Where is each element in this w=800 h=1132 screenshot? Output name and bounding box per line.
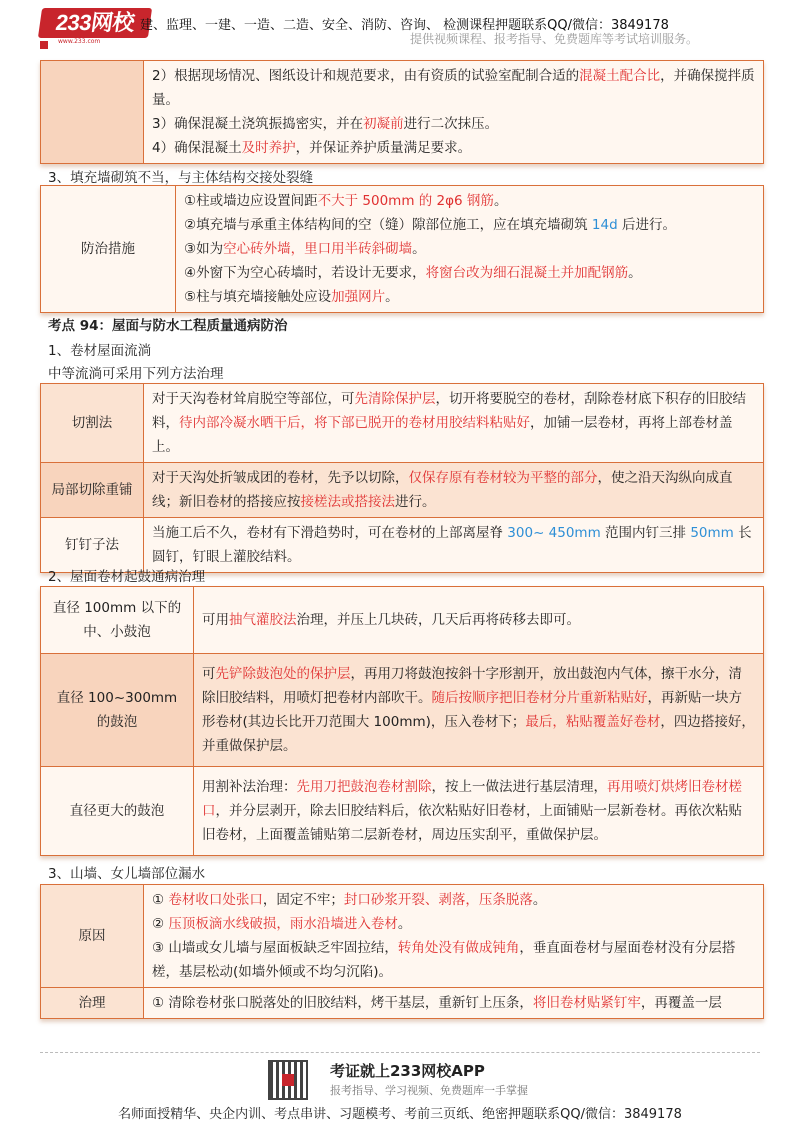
highlight-text: 待内部冷凝水晒干后，将下部已脱开的卷材用胶结料粘贴好 xyxy=(179,415,530,431)
body-text: 。 xyxy=(385,289,399,305)
body-text: ，再新贴一块方形卷材(其边长比开刀范围大 100mm)，压入卷材下； xyxy=(202,690,742,730)
body-text: 4）确保混凝土 xyxy=(152,140,242,156)
body-text: ，再用刀将鼓泡按斜十字形割开，放出鼓泡内气体，擦干水分，清除旧胶结料，用喷灯把卷材内部吹干。 xyxy=(202,666,742,706)
highlight-text: 卷材收口处张口 xyxy=(168,892,263,908)
table-label-cell: 直径 100mm 以下的中、小鼓泡 xyxy=(41,587,194,654)
body-text: ①柱或墙边应设置间距 xyxy=(184,193,318,209)
highlight-text: 14d xyxy=(591,217,618,233)
highlight-text: 抽气灌胶法 xyxy=(229,612,297,628)
highlight-text: 混凝土配合比 xyxy=(579,68,661,84)
body-text: ③ 山墙或女儿墙与屋面板缺乏牢固拉结， xyxy=(152,940,398,956)
method-text xyxy=(202,662,755,758)
body-text: 治理，并压上几块砖，几天后再将砖移去即可。 xyxy=(296,612,580,628)
table-label-cell: 防治措施 xyxy=(41,186,176,313)
body-text: ②填充墙与承重主体结构间的空（缝）隙部位施工，应在填充墙砌筑 xyxy=(184,217,592,233)
body-text: ，四边搭接好，并重做保护层。 xyxy=(202,714,755,754)
header-courses-text: 建、监理、一建、一造、二造、安全、消防、咨询、 检测课程押题联系QQ/微信：3849178 xyxy=(140,18,669,33)
body-text: ，垂直面卷材与屋面卷材没有分层搭槎，基层松动(如墙外倾或不均匀沉陷)。 xyxy=(152,940,736,980)
body-text: 2）根据现场情况、图纸设计和规范要求，由有资质的试验室配制合适的 xyxy=(152,68,580,84)
footer-app-title: 考证就上233网校APP xyxy=(330,1062,485,1080)
body-text: 可用 xyxy=(202,612,229,628)
method-text xyxy=(152,466,755,514)
highlight-text: 将旧卷材贴紧钉牢 xyxy=(532,995,641,1011)
highlight-text: 转角处没有做成钝角 xyxy=(397,940,520,956)
table-text-cell xyxy=(144,463,764,518)
table-label-cell: 治理 xyxy=(41,988,144,1019)
method-text xyxy=(152,521,755,569)
infill-wall-table xyxy=(40,185,764,313)
fix-cell xyxy=(144,988,764,1019)
table-label-cell xyxy=(41,61,144,164)
highlight-text: 仅保存原有卷材较为平整的部分 xyxy=(408,470,598,486)
body-text: 。 xyxy=(412,241,426,257)
body-text: 。 xyxy=(493,193,508,209)
measure-item xyxy=(184,237,755,261)
body-text: 范围内钉三排 xyxy=(600,525,691,541)
measure-item xyxy=(152,64,755,112)
highlight-text: 压顶板滴水线破损，雨水沿墙进入卷材 xyxy=(168,916,398,932)
table-label-cell: 原因 xyxy=(41,885,144,988)
body-text: 当施工后不久，卷材有下滑趋势时，可在卷材的上部离屋脊 xyxy=(152,525,508,541)
concrete-measures-table xyxy=(40,60,764,164)
roll-flow-table xyxy=(40,383,764,573)
body-text: 用割补法治理： xyxy=(202,779,297,795)
highlight-text: 初凝前 xyxy=(363,116,404,132)
body-text: ⑤柱与填充墙接触处应设 xyxy=(184,289,332,305)
body-text: ② xyxy=(152,916,169,932)
method-text xyxy=(202,775,755,847)
subsection-title: 2、屋面卷材起鼓通病治理 xyxy=(48,569,206,585)
table-text-cell xyxy=(194,767,764,856)
body-text: 可 xyxy=(202,666,216,682)
body-text: 3）确保混凝土浇筑振捣密实，并在 xyxy=(152,116,364,132)
highlight-text: 加强网片 xyxy=(331,289,386,305)
body-text: ③如为 xyxy=(184,241,224,257)
table-text-cell xyxy=(144,384,764,463)
table-label-cell: 局部切除重铺 xyxy=(41,463,144,518)
body-text: 。 xyxy=(397,916,412,932)
measure-item xyxy=(184,261,755,285)
highlight-text: 再用喷灯烘烤旧卷材槎口 xyxy=(202,779,742,819)
body-text: 后进行。 xyxy=(617,217,676,233)
page-header xyxy=(0,0,800,50)
body-text: 进行二次抹压。 xyxy=(403,116,499,132)
footer-app-subtitle: 报考指导、学习视频、免费题库一手掌握 xyxy=(330,1084,528,1097)
body-text: 对于天沟处折皱成团的卷材，先予以切除， xyxy=(152,470,409,486)
body-text: 。 xyxy=(628,265,642,281)
highlight-text: 最后，粘贴覆盖好卷材 xyxy=(525,714,661,730)
body-text: ④外窗下为空心砖墙时，若设计无要求， xyxy=(184,265,426,281)
table-label-cell: 直径更大的鼓泡 xyxy=(41,767,194,856)
measure-item xyxy=(184,213,755,237)
blister-table xyxy=(40,586,764,856)
body-text: ，按上一做法进行基层清理， xyxy=(431,779,607,795)
body-text: 长圆钉，钉眼上灌胶结料。 xyxy=(152,525,752,565)
brand-logo[interactable]: 233网校 xyxy=(38,8,152,38)
body-text: 。 xyxy=(532,892,547,908)
concrete-measures-cell xyxy=(144,61,764,164)
reason-item xyxy=(152,912,755,936)
highlight-text: 封口砂浆开裂、剥落，压条脱落 xyxy=(343,892,533,908)
highlight-text: 将窗台改为细石混凝土并加配钢筋 xyxy=(425,265,629,281)
subsection-title: 3、山墙、女儿墙部位漏水 xyxy=(48,866,206,882)
brand-logo-url: www.233.com xyxy=(58,38,101,45)
measure-item xyxy=(152,136,755,160)
table-label-cell: 切割法 xyxy=(41,384,144,463)
highlight-text: 先清除保护层 xyxy=(354,391,436,407)
header-service-text: 提供视频课程、报考指导、免费题库等考试培训服务。 xyxy=(410,32,699,46)
table-text-cell xyxy=(194,654,764,767)
highlight-text: 不大于 500mm 的 2φ6 钢筋 xyxy=(317,193,494,209)
body-text: ，并确保搅拌质量。 xyxy=(152,68,755,108)
body-text: ① xyxy=(152,892,169,908)
highlight-text: 及时养护 xyxy=(241,140,296,156)
brand-mark-icon xyxy=(40,41,48,49)
table-text-cell xyxy=(194,587,764,654)
highlight-text: 空心砖外墙，里口用半砖斜砌墙 xyxy=(223,241,413,257)
section-title: 3、填充墙砌筑不当，与主体结构交接处裂缝 xyxy=(48,170,314,186)
highlight-text: 接槎法或搭接法 xyxy=(300,494,395,510)
parapet-leak-table xyxy=(40,884,764,1019)
key-point-title: 考点 94：屋面与防水工程质量通病防治 xyxy=(48,318,288,334)
subsection-title: 1、卷材屋面流淌 xyxy=(48,343,152,359)
reasons-cell xyxy=(144,885,764,988)
reason-item xyxy=(152,936,755,984)
body-text: ，再覆盖一层 xyxy=(640,995,722,1011)
measure-item xyxy=(184,189,755,213)
table-label-cell: 直径 100~300mm 的鼓泡 xyxy=(41,654,194,767)
qr-logo-icon xyxy=(282,1074,294,1086)
reason-item xyxy=(152,888,755,912)
body-text: ① 清除卷材张口脱落处的旧胶结料，烤干基层，重新钉上压条， xyxy=(152,995,533,1011)
footer-divider xyxy=(40,1052,760,1053)
highlight-text: 300~ 450mm xyxy=(507,525,601,541)
subsection-intro: 中等流淌可采用下列方法治理 xyxy=(48,366,224,382)
body-text: ，固定不牢； xyxy=(262,892,344,908)
measure-item xyxy=(152,112,755,136)
highlight-text: 随后按顺序把旧卷材分片重新粘贴好 xyxy=(431,690,648,706)
body-text: ，使之沿天沟纵向成直线；新旧卷材的搭接应按 xyxy=(152,470,733,510)
body-text: 对于天沟卷材耸肩脱空等部位，可 xyxy=(152,391,355,407)
body-text: ，加铺一层卷材，再将上部卷材盖上。 xyxy=(152,415,733,455)
highlight-text: 先用刀把鼓泡卷材割除 xyxy=(296,779,432,795)
body-text: ，并分层剥开，除去旧胶结料后，依次粘贴好旧卷材，上面铺贴一层新卷材。再依次粘贴旧卷材，上面覆盖铺贴第二层新卷材，周边压实刮平，重做保护层。 xyxy=(202,803,742,843)
footer-contact-text: 名师面授精华、央企内训、考点串讲、习题模考、考前三页纸、绝密押题联系QQ/微信：3849178 xyxy=(118,1107,682,1122)
fix-item xyxy=(152,991,755,1015)
body-text: 进行。 xyxy=(395,494,436,510)
highlight-text: 先铲除鼓泡处的保护层 xyxy=(215,666,351,682)
table-label-cell: 钉钉子法 xyxy=(41,518,144,573)
body-text: ，切开将要脱空的卷材，刮除卷材底下积存的旧胶结料， xyxy=(152,391,746,431)
body-text: ，并保证养护质量满足要求。 xyxy=(295,140,472,156)
infill-measures-cell xyxy=(176,186,764,313)
method-text xyxy=(202,608,755,632)
measure-item xyxy=(184,285,755,309)
method-text xyxy=(152,387,755,459)
table-text-cell xyxy=(144,518,764,573)
highlight-text: 50mm xyxy=(690,525,734,541)
